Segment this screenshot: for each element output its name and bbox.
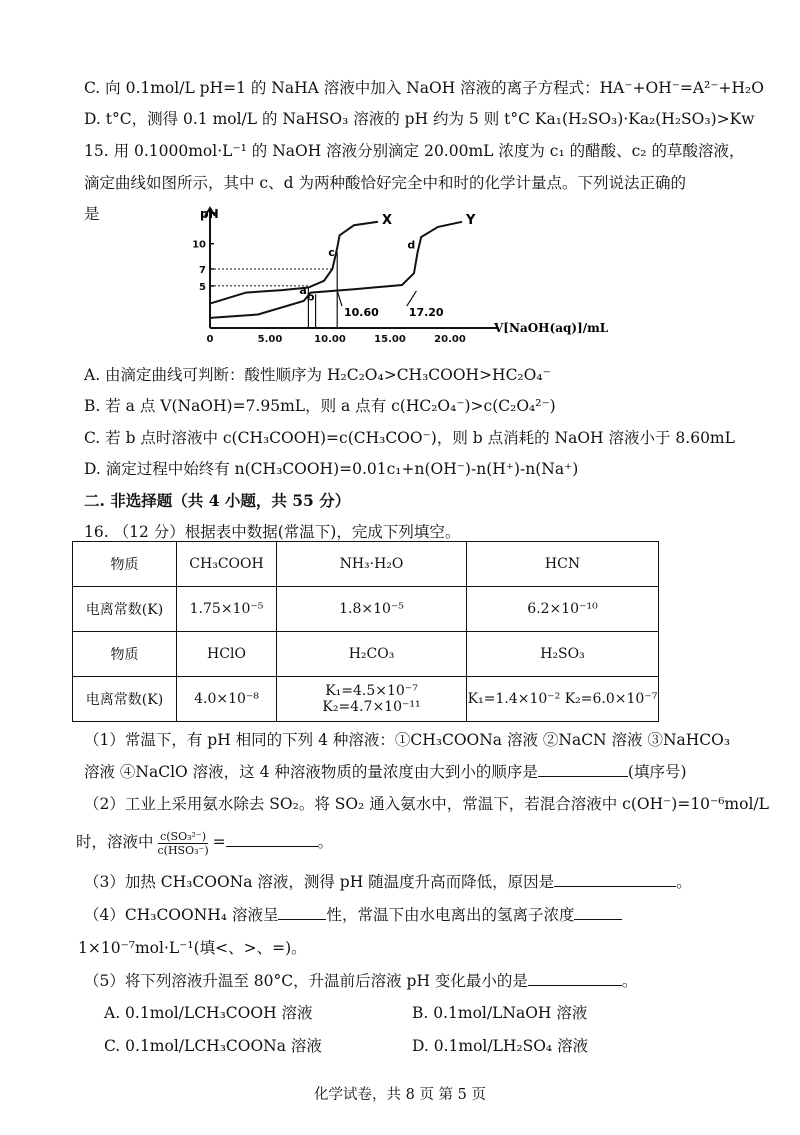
period: 。: [317, 833, 334, 851]
q15-option-d: D. 滴定过程中始终有 n(CH₃COOH)=0.01c₁+n(OH⁻)-n(H⁺)-n(Na⁺): [84, 460, 579, 478]
q16-intro: 16. （12 分）根据表中数据(常温下)，完成下列填空。: [84, 523, 461, 541]
x-tick-label: 5.00: [257, 334, 283, 345]
table-row: [73, 632, 659, 677]
titration-chart: [192, 200, 618, 350]
annotation-label: 10.60: [344, 306, 379, 320]
q16-part4-text: （4）CH₃COONH₄ 溶液呈: [84, 906, 279, 924]
x-axis-label: V[NaOH(aq)]/mL: [494, 321, 609, 335]
concentration-ratio-fraction: [156, 830, 211, 857]
table-cell: H₂SO₃: [467, 632, 659, 677]
table-cell: CH₃COOH: [177, 542, 277, 587]
q15-stem-line1: 15. 用 0.1000mol·L⁻¹ 的 NaOH 溶液分别滴定 20.00mL 浓度为 c₁ 的醋酸、c₂ 的草酸溶液，: [84, 142, 745, 160]
answer-blank-4[interactable]: [278, 905, 326, 920]
point-label-b: b: [306, 290, 315, 304]
page-footer: 化学试卷，共 8 页 第 5 页: [314, 1087, 486, 1103]
x-tick-label: 15.00: [374, 334, 406, 345]
equals-sign: =: [212, 833, 226, 851]
table-cell: 电离常数(K): [73, 677, 177, 722]
choice-b: B. 0.1mol/LNaOH 溶液: [412, 1004, 588, 1022]
answer-blank-6[interactable]: [528, 971, 622, 986]
q15-stem-line2: 滴定曲线如图所示，其中 c、d 为两种酸恰好完全中和时的化学计量点。下列说法正确的: [84, 174, 686, 192]
y-tick-label: 10: [192, 239, 206, 251]
y-tick-label: 5: [199, 281, 206, 293]
table-cell: 6.2×10⁻¹⁰: [467, 587, 659, 632]
period: 。: [621, 972, 638, 990]
point-label-c: c: [328, 245, 335, 259]
answer-blank-3[interactable]: [554, 872, 676, 887]
table-row: [73, 587, 659, 632]
answer-blank-5[interactable]: [574, 905, 622, 920]
y-tick-label: 7: [199, 265, 206, 276]
table-cell: 电离常数(K): [73, 587, 177, 632]
table-row: [73, 542, 659, 587]
choice-a: A. 0.1mol/LCH₃COOH 溶液: [104, 1004, 313, 1022]
q16-part4-text-mid: 性，常温下由水电离出的氢离子浓度: [326, 906, 575, 924]
q16-part4-line2: 1×10⁻⁷mol·L⁻¹(填<、>、=)。: [78, 939, 307, 957]
annotation-leader: [407, 291, 417, 306]
table-cell: HClO: [177, 632, 277, 677]
q16-part4-line1: [84, 905, 622, 925]
table-cell: 4.0×10⁻⁸: [177, 677, 277, 722]
table-cell: H₂CO₃: [277, 632, 467, 677]
point-label-a: a: [299, 283, 307, 297]
q16-part1-text: 溶液 ④NaClO 溶液，这 4 种溶液物质的量浓度由大到小的顺序是: [84, 763, 538, 781]
q16-part3-text: （3）加热 CH₃COONa 溶液，测得 pH 随温度升高而降低，原因是: [84, 873, 555, 891]
answer-blank-2[interactable]: [226, 832, 318, 847]
table-cell: 1.8×10⁻⁵: [277, 587, 467, 632]
point-label-d: d: [407, 238, 416, 252]
q16-part2-line2: [76, 826, 333, 858]
x-tick-label: 20.00: [434, 334, 466, 345]
table-cell: NH₃·H₂O: [277, 542, 467, 587]
fraction-numerator: c(SO₃²⁻): [160, 829, 207, 843]
table-cell: K₁=4.5×10⁻⁷ K₂=4.7×10⁻¹¹: [277, 677, 467, 722]
q15-stem-line3: 是: [84, 205, 100, 223]
q15-option-b: B. 若 a 点 V(NaOH)=7.95mL，则 a 点有 c(HC₂O₄⁻)>c(C₂O₄²⁻): [84, 397, 556, 415]
table-cell: 物质: [73, 632, 177, 677]
choice-c: C. 0.1mol/LCH₃COONa 溶液: [104, 1037, 322, 1055]
q16-part2-text: 时，溶液中: [76, 833, 154, 851]
q16-part1-hint: (填序号): [627, 763, 687, 781]
q15-option-a: A. 由滴定曲线可判断：酸性顺序为 H₂C₂O₄>CH₃COOH>HC₂O₄⁻: [84, 366, 551, 384]
x-tick-label: 10.00: [314, 334, 346, 345]
curve-label-y: Y: [466, 212, 476, 228]
fraction-denominator: c(HSO₃⁻): [157, 843, 209, 857]
titration-curve-x: [210, 222, 378, 304]
q16-part1-line2: [84, 762, 687, 782]
q14-option-c: C. 向 0.1mol/L pH=1 的 NaHA 溶液中加入 NaOH 溶液的离子方程式：HA⁻+OH⁻=A²⁻+H₂O: [84, 79, 764, 97]
section-title: 二. 非选择题（共 4 小题，共 55 分）: [84, 491, 351, 510]
table-cell: K₁=1.4×10⁻² K₂=6.0×10⁻⁷: [467, 677, 659, 722]
q16-part2-line1: （2）工业上采用氨水除去 SO₂。将 SO₂ 通入氨水中，常温下，若混合溶液中 c(OH⁻)=10⁻⁶mol/L: [84, 795, 769, 813]
q15-option-c: C. 若 b 点时溶液中 c(CH₃COOH)=c(CH₃COO⁻)，则 b 点消耗的 NaOH 溶液小于 8.60mL: [84, 429, 735, 447]
q16-part1-line1: （1）常温下，有 pH 相同的下列 4 种溶液：①CH₃COONa 溶液 ②NaCN 溶液 ③NaHCO₃: [84, 731, 731, 749]
annotation-label: 17.20: [408, 306, 444, 320]
x-tick-label: 0: [206, 334, 214, 345]
table-cell: HCN: [467, 542, 659, 587]
q16-part5: [84, 971, 637, 991]
curve-label-x: X: [382, 212, 393, 228]
q16-part5-text: （5）将下列溶液升温至 80°C，升温前后溶液 pH 变化最小的是: [84, 972, 528, 990]
ionization-constants-table: [72, 541, 659, 722]
table-cell: 物质: [73, 542, 177, 587]
titration-curve-y: [210, 222, 462, 318]
table-row: [73, 677, 659, 722]
q14-option-d: D. t°C，测得 0.1 mol/L 的 NaHSO₃ 溶液的 pH 约为 5 则 t°C Ka₁(H₂SO₃)·Ka₂(H₂SO₃)>Kw: [84, 110, 755, 128]
period: 。: [676, 873, 692, 891]
answer-blank-1[interactable]: [538, 762, 628, 777]
q16-part3: [84, 872, 692, 892]
choice-d: D. 0.1mol/LH₂SO₄ 溶液: [412, 1037, 589, 1055]
annotation-leader: [337, 291, 342, 306]
table-cell: 1.75×10⁻⁵: [177, 587, 277, 632]
y-axis-label: pH: [200, 207, 219, 221]
